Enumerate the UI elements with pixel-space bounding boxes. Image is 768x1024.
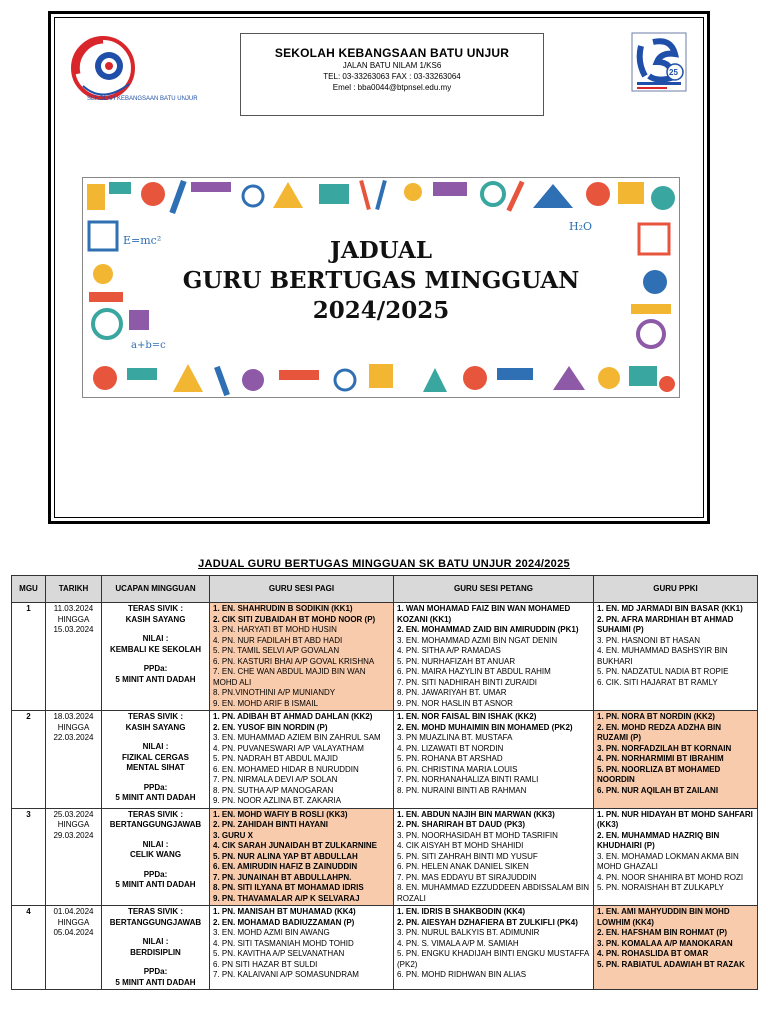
date-line: HINGGA <box>57 614 90 624</box>
teacher-name: 4. PN. PUVANESWARI A/P VALAYATHAM <box>213 743 364 753</box>
speech-line <box>105 733 206 742</box>
teacher-name: 6. PN. MAIRA HAZYLIN BT ABDUL RAHIM <box>397 667 551 676</box>
speech-line: CELIK WANG <box>129 850 182 859</box>
teacher-name: 2. PN. SHARIRAH BT DAUD (PK3) <box>397 820 526 829</box>
teacher-name: 4. PN. SITHA A/P RAMADAS <box>397 646 501 655</box>
teacher-name: 3. PN. HARYATI BT MOHD HUSIN <box>213 625 337 634</box>
formula-h2o: H₂O <box>569 220 593 233</box>
cover-page <box>48 11 710 524</box>
teacher-name: 1. EN. NOR FAISAL BIN ISHAK (KK2) <box>397 712 537 721</box>
teacher-list-pagi <box>210 711 394 809</box>
speech-line: FIZIKAL CERGAS <box>122 752 189 762</box>
speech-line: NILAI : <box>142 937 169 946</box>
teacher-name: 1. EN. ABDUN NAJIH BIN MARWAN (KK3) <box>397 809 555 819</box>
teacher-name: 4. PN. S. VIMALA A/P M. SAMIAH <box>397 938 519 948</box>
teacher-name: 2. PN. AIESYAH DZHAFIERA BT ZULKIFLI (PK4) <box>397 917 578 927</box>
speech-line: NILAI : <box>142 839 169 849</box>
teacher-name: 5. PN. NURHAFIZAH BT ANUAR <box>397 656 516 666</box>
date-line: 15.03.2024 <box>53 625 94 634</box>
speech-line: BERTANGGUNGJAWAB <box>109 917 202 927</box>
date-range <box>46 808 102 906</box>
teacher-name: 3. PN. KOMALAA A/P MANOKARAN <box>597 938 733 948</box>
teacher-name: 2. EN. MOHD MUHAIMIN BIN MOHAMED (PK2) <box>397 722 573 732</box>
teacher-name: 8. PN. SITI ILYANA BT MOHAMAD IDRIS <box>213 883 364 892</box>
teacher-name: 6. PN. KASTURI BHAI A/P GOVAL KRISHNA <box>213 656 375 666</box>
teacher-name: 1. EN. SHAHRUDIN B SODIKIN (KK1) <box>213 604 353 613</box>
teacher-name: 3. EN. MUHAMMAD AZIEM BIN ZAHRUL SAM <box>213 733 381 742</box>
school-name: SEKOLAH KEBANGSAAN BATU UNJUR <box>274 46 510 60</box>
teacher-list-ppki <box>594 711 758 809</box>
teacher-name: 5. PN. NORAISHAH BT ZULKAPLY <box>597 883 724 892</box>
weekly-speech <box>102 711 210 809</box>
date-line: 01.04.2024 <box>53 907 94 916</box>
table-row <box>12 808 758 906</box>
teacher-name: 5. PN. TAMIL SELVI A/P GOVALAN <box>213 646 340 655</box>
duty-roster-table <box>11 575 758 990</box>
speech-line <box>105 625 206 634</box>
teacher-name: 2. CIK SITI ZUBAIDAH BT MOHD NOOR (P) <box>213 614 376 624</box>
speech-line: BERTANGGUNGJAWAB <box>109 820 202 829</box>
document-title: JADUAL GURU BERTUGAS MINGGUAN SK BATU UNJUR 2024/2025 <box>198 558 570 570</box>
speech-line <box>105 655 206 664</box>
table-row <box>12 711 758 809</box>
date-line: 25.03.2024 <box>53 809 94 819</box>
teacher-name: 5. PN. ENGKU KHADIJAH BINTI ENGKU MUSTAFFA (PK2) <box>397 949 589 969</box>
teacher-name: 1. WAN MOHAMAD FAIZ BIN WAN MOHAMED KOZANI (KK1) <box>397 604 571 624</box>
teacher-name: 5. PN. SITI ZAHRAH BINTI MD YUSUF <box>397 851 538 861</box>
teacher-name: 7. EN. CHE WAN ABDUL MAJID BIN WAN MOHD ALI <box>213 667 366 687</box>
teacher-name: 3. EN. MOHAMAD LOKMAN AKMA BIN MOHD GHAZALI <box>597 851 739 871</box>
teacher-name: 2. PN. ZAHIDAH BINTI HAYANI <box>213 820 328 829</box>
teacher-name: 5. PN. RABIATUL ADAWIAH BT RAZAK <box>597 959 745 969</box>
teacher-name: 4. EN. MUHAMMAD BASHSYIR BIN BUKHARI <box>597 646 728 666</box>
banner-title <box>83 236 679 326</box>
date-line: 22.03.2024 <box>53 733 94 742</box>
speech-line <box>105 928 206 937</box>
table-row <box>12 603 758 711</box>
teacher-name: 2. EN. HAFSHAM BIN ROHMAT (P) <box>597 928 728 937</box>
teacher-name: 7. PN. JUNAINAH BT ABDULLAHPN. <box>213 872 352 882</box>
teacher-name: 6. PN. CHRISTINA MARIA LOUIS <box>397 764 518 774</box>
teacher-name: 1. PN. NORA BT NORDIN (KK2) <box>597 712 715 721</box>
speech-line: PPDa: <box>143 967 168 976</box>
date-line: 05.04.2024 <box>53 928 94 937</box>
teacher-name: 2. PN. AFRA MARDHIAH BT AHMAD SUHAIMI (P) <box>597 614 734 634</box>
formula-emc2: E=mc² <box>123 234 162 247</box>
teacher-name: 9. PN. NOOR AZLINA BT. ZAKARIA <box>213 796 342 805</box>
header-mgu: MGU <box>12 576 46 603</box>
teacher-list-ppki <box>594 906 758 990</box>
teacher-name: 8. PN. SUTHA A/P MANOGARAN <box>213 785 334 795</box>
teacher-name: 1. PN. MANISAH BT MUHAMAD (KK4) <box>213 907 356 916</box>
teacher-name: 5. PN. NOORLIZA BT MOHAMED NOORDIN <box>597 764 721 784</box>
school-address-box <box>240 33 544 116</box>
teacher-name: 2. EN. MOHD REDZA ADZHA BIN RUZAMI (P) <box>597 722 721 742</box>
teacher-name: 7. PN. KALAIVANI A/P SOMASUNDRAM <box>213 970 359 979</box>
school-phone: TEL: 03-33263063 FAX : 03-33263064 <box>323 72 461 81</box>
teacher-name: 9. EN. MOHD ARIF B ISMAIL <box>213 698 318 708</box>
teacher-name: 8. PN. JAWARIYAH BT. UMAR <box>397 688 507 697</box>
teacher-name: 6. EN. AMIRUDIN HAFIZ B ZAINUDDIN <box>213 862 358 871</box>
header-guru-pagi: GURU SESI PAGI <box>210 576 394 603</box>
school-logo <box>69 34 198 106</box>
header-guru-petang: GURU SESI PETANG <box>394 576 594 603</box>
banner-title-line1: JADUAL <box>329 237 433 264</box>
teacher-name: 4. CIK AISYAH BT MOHD SHAHIDI <box>397 841 524 850</box>
teacher-name: 5. PN. ROHANA BT ARSHAD <box>397 754 503 763</box>
week-number: 1 <box>12 603 46 711</box>
teacher-name: 5. PN. NUR ALINA YAP BT ABDULLAH <box>213 851 358 861</box>
school-address: JALAN BATU NILAM 1/KS6 <box>342 61 442 70</box>
teacher-name: 1. EN. IDRIS B SHAKBODIN (KK4) <box>397 907 526 916</box>
teacher-name: 4. PN. NORHARMIMI BT IBRAHIM <box>597 754 724 763</box>
banner-title-line2: GURU BERTUGAS MINGGUAN <box>182 267 580 294</box>
teacher-list-pagi <box>210 906 394 990</box>
teacher-name: 3. EN. MOHD AZMI BIN AWANG <box>213 928 330 937</box>
speech-line: NILAI : <box>142 634 169 643</box>
teacher-name: 3. EN. MOHAMMAD AZMI BIN NGAT DENIN <box>397 635 558 645</box>
week-number: 2 <box>12 711 46 809</box>
teacher-name: 1. EN. MOHD WAFIY B ROSLI (KK3) <box>213 809 348 819</box>
speech-line: 5 MINIT ANTI DADAH <box>115 977 196 987</box>
weekly-speech <box>102 808 210 906</box>
speech-line: 5 MINIT ANTI DADAH <box>115 674 196 684</box>
speech-line: MENTAL SIHAT <box>126 763 185 772</box>
teacher-name: 3. PN. NURUL BALKYIS BT. ADIMUNIR <box>397 928 540 937</box>
teacher-name: 3. PN. HASNONI BT HASAN <box>597 635 700 645</box>
speech-line: TERAS SIVIK : <box>127 907 184 916</box>
teacher-name: 1. PN. ADIBAH BT AHMAD DAHLAN (KK2) <box>213 712 373 721</box>
teacher-name: 5. PN. NADZATUL NADIA BT ROPIE <box>597 667 729 676</box>
week-number: 4 <box>12 906 46 990</box>
date-line: HINGGA <box>57 820 90 829</box>
teacher-list-petang <box>394 906 594 990</box>
date-range <box>46 603 102 711</box>
teacher-name: 4. PN. ROHASLIDA BT OMAR <box>597 949 709 958</box>
header-guru-ppki: GURU PPKI <box>594 576 758 603</box>
date-range <box>46 711 102 809</box>
teacher-name: 2. EN. MUHAMMAD HAZRIQ BIN KHUDHAIRI (P) <box>597 830 720 850</box>
header-tarikh: TARIKH <box>46 576 102 603</box>
speech-line: KASIH SAYANG <box>125 722 186 732</box>
teacher-name: 3. GURU X <box>213 830 254 840</box>
date-line: 18.03.2024 <box>53 712 94 721</box>
speech-line: NILAI : <box>142 742 169 751</box>
banner-title-line3: 2024/2025 <box>312 297 450 324</box>
teacher-list-petang <box>394 808 594 906</box>
speech-line <box>105 831 206 840</box>
teacher-name: 9. PN. NOR HASLIN BT ASNOR <box>397 698 513 708</box>
school-logo-text: SEKOLAH KEBANGSAAN BATU UNJUR <box>87 96 198 102</box>
school-email: Emel : bba0044@btpnsel.edu.my <box>332 83 452 92</box>
date-line: HINGGA <box>57 917 90 927</box>
teacher-name: 4. PN. LIZAWATI BT NORDIN <box>397 743 504 753</box>
teacher-name: 4. PN. SITI TASMANIAH MOHD TOHID <box>213 938 354 948</box>
teacher-name: 6. PN. NUR AQILAH BT ZAILANI <box>597 785 719 795</box>
teacher-name: 1. PN. NUR HIDAYAH BT MOHD SAHFARI (KK3) <box>597 809 753 829</box>
teacher-name: 6. EN. MOHAMED HIDAR B NURUDDIN <box>213 764 359 774</box>
table-body <box>12 603 758 990</box>
teacher-name: 5. PN. NADRAH BT ABDUL MAJID <box>213 754 338 763</box>
speech-line: BERDISIPLIN <box>130 947 181 957</box>
speech-line: 5 MINIT ANTI DADAH <box>115 793 196 802</box>
teacher-name: 1. EN. AMI MAHYUDDIN BIN MOHD LOWHIM (KK4) <box>597 907 730 927</box>
date-range <box>46 906 102 990</box>
formula-abc: a+b=c <box>131 340 166 351</box>
table-row <box>12 906 758 990</box>
teacher-name: 3. PN. NORFADZILAH BT KORNAIN <box>597 743 732 753</box>
teacher-list-petang <box>394 711 594 809</box>
date-line: 29.03.2024 <box>53 830 94 840</box>
teacher-name: 4. PN. NUR FADILAH BT ABD HADI <box>213 635 343 645</box>
teacher-name: 6. CIK. SITI HAJARAT BT RAMLY <box>597 677 718 687</box>
teacher-name: 4. CIK SARAH JUNAIDAH BT ZULKARNINE <box>213 841 378 850</box>
teacher-name: 6. PN. MOHD RIDHWAN BIN ALIAS <box>397 970 527 979</box>
speech-line: 5 MINIT ANTI DADAH <box>115 880 196 889</box>
teacher-name: 8. PN.VINOTHINI A/P MUNIANDY <box>213 688 336 697</box>
teacher-name: 3. PN MUAZLINA BT. MUSTAFA <box>397 733 513 742</box>
teacher-name: 7. PN. NORHANAHALIZA BINTI RAMLI <box>397 775 539 784</box>
teacher-name: 8. EN. MUHAMMAD EZZUDDEEN ABDISSALAM BIN ROZALI <box>397 883 590 903</box>
speech-line: PPDa: <box>143 782 168 792</box>
teacher-name: 2. EN. MOHAMAD BADIUZZAMAN (P) <box>213 917 355 927</box>
week-number: 3 <box>12 808 46 906</box>
speech-line: KEMBALI KE SEKOLAH <box>109 644 202 654</box>
teacher-name: 7. PN. NIRMALA DEVI A/P SOLAN <box>213 775 338 784</box>
teacher-name: 7. PN. MAS EDDAYU BT SIRAJUDDIN <box>397 872 537 882</box>
speech-line: KASIH SAYANG <box>125 614 186 624</box>
speech-line <box>105 958 206 967</box>
teacher-list-pagi <box>210 808 394 906</box>
speech-line: TERAS SIVIK : <box>127 604 184 613</box>
speech-line: PPDa: <box>143 664 168 673</box>
teacher-name: 1. EN. MD JARMADI BIN BASAR (KK1) <box>597 604 743 613</box>
teacher-list-petang <box>394 603 594 711</box>
teacher-list-ppki <box>594 603 758 711</box>
teacher-name: 6. PN SITI HAZAR BT SULDI <box>213 959 318 969</box>
teacher-list-pagi <box>210 603 394 711</box>
table-header-row <box>12 576 758 603</box>
speech-line <box>105 861 206 870</box>
header-ucapan: UCAPAN MINGGUAN <box>102 576 210 603</box>
teacher-name: 4. PN. NOOR SHAHIRA BT MOHD ROZI <box>597 872 744 882</box>
teacher-name: 3. PN. NOORHASIDAH BT MOHD TASRIFIN <box>397 830 558 840</box>
ministry-logo-text: 25 <box>669 68 678 77</box>
title-banner <box>82 177 680 398</box>
teacher-list-ppki <box>594 808 758 906</box>
weekly-speech <box>102 906 210 990</box>
weekly-speech <box>102 603 210 711</box>
teacher-name: 8. PN. NURAINI BINTI AB RAHMAN <box>397 785 527 795</box>
teacher-name: 2. EN. MOHAMMAD ZAID BIN AMIRUDDIN (PK1) <box>397 625 579 634</box>
teacher-name: 6. PN. HELEN ANAK DANIEL SIKEN <box>397 862 529 871</box>
teacher-name: 2. EN. YUSOF BIN NORDIN (P) <box>213 722 328 732</box>
speech-line: TERAS SIVIK : <box>127 809 184 819</box>
speech-line: TERAS SIVIK : <box>127 712 184 721</box>
teacher-name: 5. PN. KAVITHA A/P SELVANATHAN <box>213 949 345 958</box>
date-line: HINGGA <box>57 722 90 732</box>
speech-line <box>105 774 206 783</box>
date-line: 11.03.2024 <box>53 604 94 613</box>
teacher-name: 7. PN. SITI NADHIRAH BINTI ZURAIDI <box>397 677 538 687</box>
ministry-logo <box>631 32 687 92</box>
teacher-name: 9. PN. THAVAMALAR A/P K SELVARAJ <box>213 893 360 903</box>
speech-line: PPDa: <box>143 869 168 879</box>
